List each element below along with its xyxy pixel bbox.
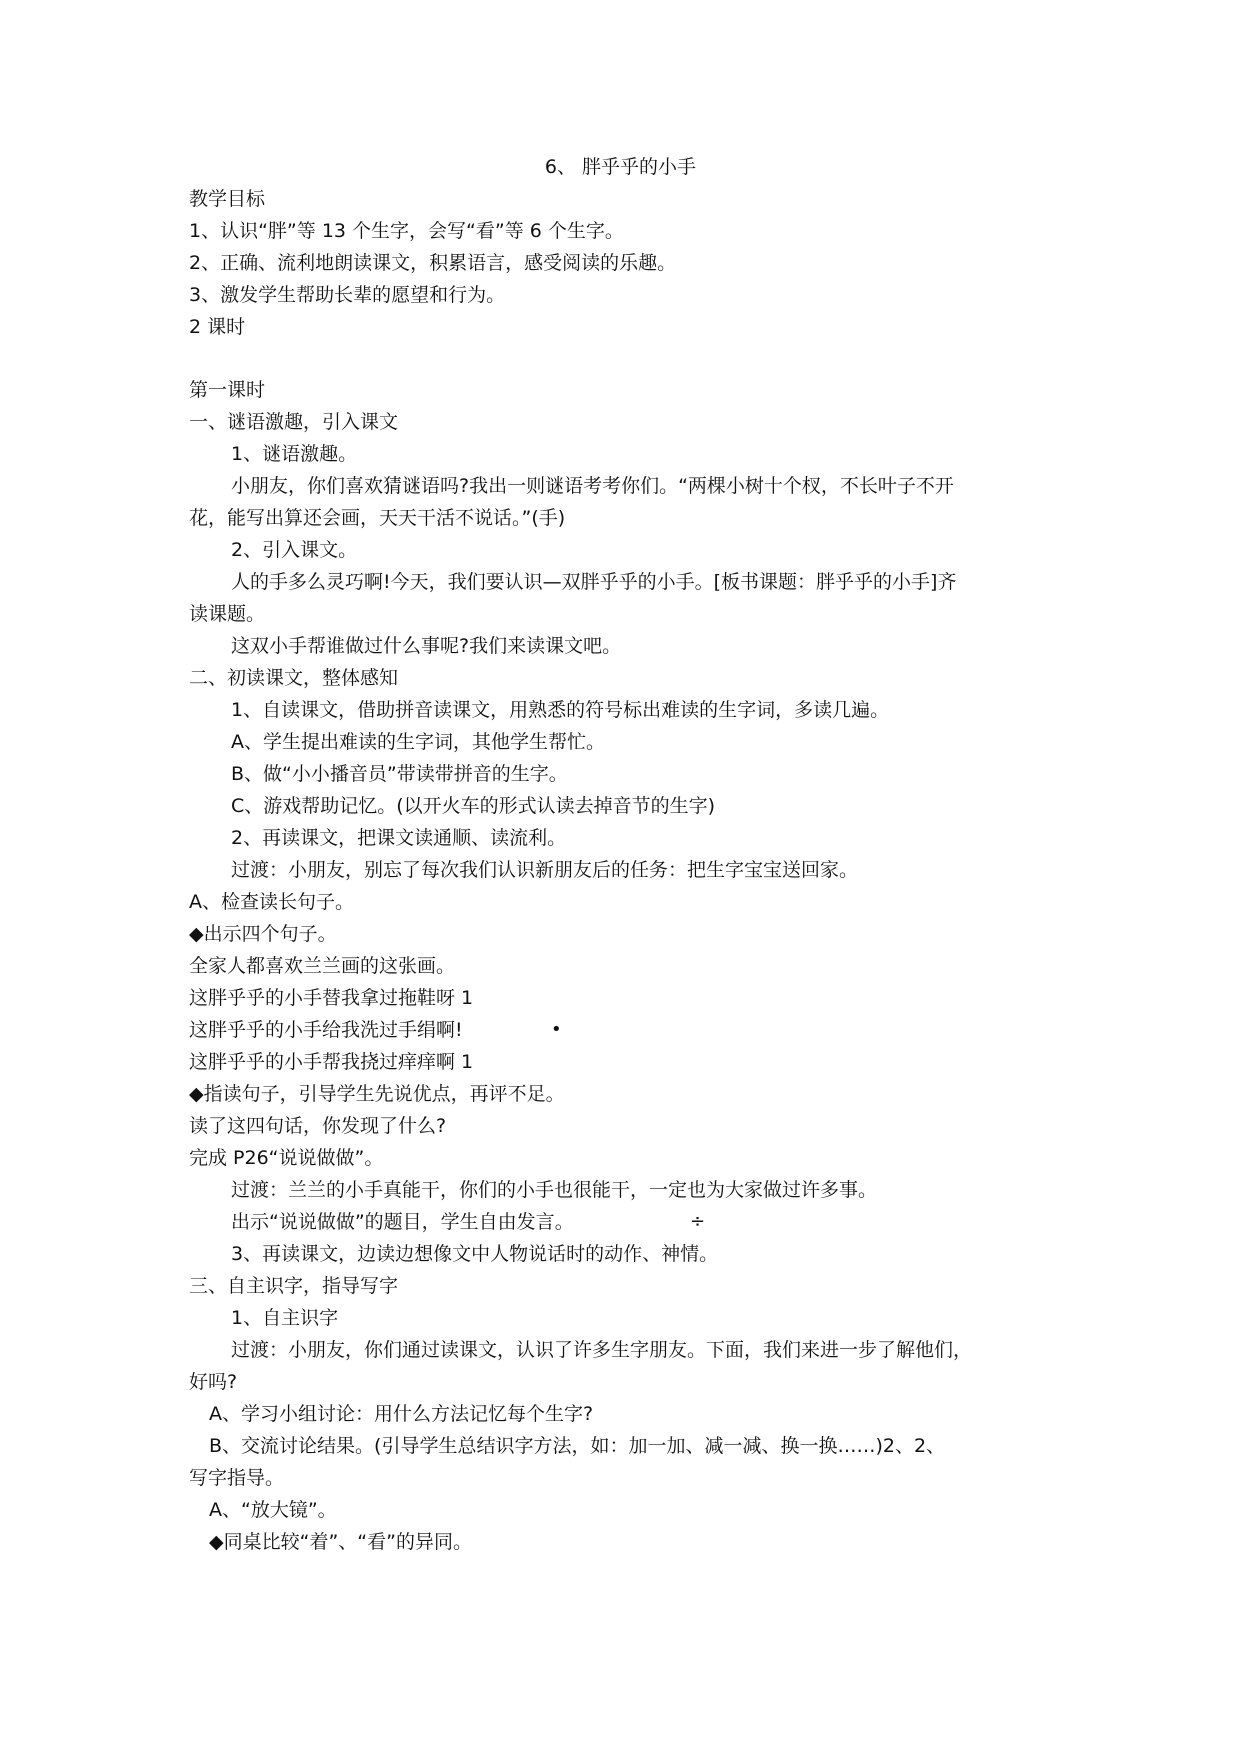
text-line: 人的手多么灵巧啊!今天，我们要认识—双胖乎乎的小手。[板书课题：胖乎乎的小手]齐 <box>231 571 957 593</box>
text-line: 这双小手帮谁做过什么事呢?我们来读课文吧。 <box>231 635 622 657</box>
text-line: 1、自主识字 <box>231 1307 339 1329</box>
section-heading: 三、自主识字，指导写字 <box>189 1275 399 1297</box>
text-line: 读课题。 <box>189 603 266 625</box>
text-line: B、做“小小播音员”带读带拼音的生字。 <box>231 763 568 785</box>
text-line: 1、认识“胖”等 13 个生字，会写“看”等 6 个生字。 <box>189 220 624 242</box>
text-line: 这胖乎乎的小手给我洗过手绢啊! <box>189 1019 463 1041</box>
text-line: ◆同桌比较“着”、“看”的异同。 <box>209 1531 472 1553</box>
text-line: 3、再读课文，边读边想像文中人物说话时的动作、神情。 <box>231 1243 719 1265</box>
text-line: 2、再读课文，把课文读通顺、读流利。 <box>231 827 567 849</box>
text-line: B、交流讨论结果。(引导学生总结识字方法，如：加一加、减一减、换一换……)2、2、 <box>209 1435 946 1457</box>
text-line: 2 课时 <box>189 316 246 338</box>
stray-dot-mark: • <box>551 1019 562 1040</box>
text-line: 3、激发学生帮助长辈的愿望和行为。 <box>189 284 506 306</box>
text-line: C、游戏帮助记忆。(以开火车的形式认读去掉音节的生字) <box>231 795 716 817</box>
section-heading: 一、谜语激趣，引入课文 <box>189 411 399 433</box>
text-line: 过渡：兰兰的小手真能干，你们的小手也很能干，一定也为大家做过许多事。 <box>231 1179 878 1201</box>
text-line: 第一课时 <box>189 379 266 401</box>
text-line: 出示“说说做做”的题目，学生自由发言。 <box>231 1211 574 1233</box>
text-line: 这胖乎乎的小手帮我挠过痒痒啊 1 <box>189 1051 474 1073</box>
text-line: A、学习小组讨论：用什么方法记忆每个生字? <box>209 1403 594 1425</box>
text-line: 好吗? <box>189 1371 238 1393</box>
text-line: 过渡：小朋友，别忘了每次我们认识新朋友后的任务：把生字宝宝送回家。 <box>231 859 859 881</box>
text-line: 1、谜语激趣。 <box>231 443 358 465</box>
section-heading: 二、初读课文，整体感知 <box>189 667 399 689</box>
text-line: 2、引入课文。 <box>231 539 358 561</box>
stray-divide-mark: ÷ <box>690 1211 706 1232</box>
text-line: A、学生提出难读的生字词，其他学生帮忙。 <box>231 731 605 753</box>
text-line: 小朋友，你们喜欢猜谜语吗?我出一则谜语考考你们。“两棵小树十个杈，不长叶子不开 <box>231 475 954 497</box>
text-line: A、检查读长句子。 <box>189 891 354 913</box>
text-line: 写字指导。 <box>189 1467 285 1489</box>
text-line: 全家人都喜欢兰兰画的这张画。 <box>189 955 456 977</box>
text-line: ◆出示四个句子。 <box>189 923 337 945</box>
text-line: 2、正确、流利地朗读课文，积累语言，感受阅读的乐趣。 <box>189 252 677 274</box>
text-line: 1、自读课文，借助拼音读课文，用熟悉的符号标出难读的生字词，多读几遍。 <box>231 699 890 721</box>
text-line: 教学目标 <box>189 188 266 210</box>
page-title: 6、 胖乎乎的小手 <box>544 156 697 178</box>
text-line: 过渡：小朋友，你们通过读课文，认识了许多生字朋友。下面，我们来进一步了解他们， <box>231 1339 973 1361</box>
text-line: ◆指读句子，引导学生先说优点，再评不足。 <box>189 1083 565 1105</box>
text-line: 花，能写出算还会画，天天干活不说话。”(手) <box>189 507 566 529</box>
text-line: A、“放大镜”。 <box>209 1499 337 1521</box>
text-line: 完成 P26“说说做做”。 <box>189 1147 384 1169</box>
text-line: 读了这四句话，你发现了什么? <box>189 1115 447 1137</box>
text-line: 这胖乎乎的小手替我拿过拖鞋呀 1 <box>189 987 474 1009</box>
